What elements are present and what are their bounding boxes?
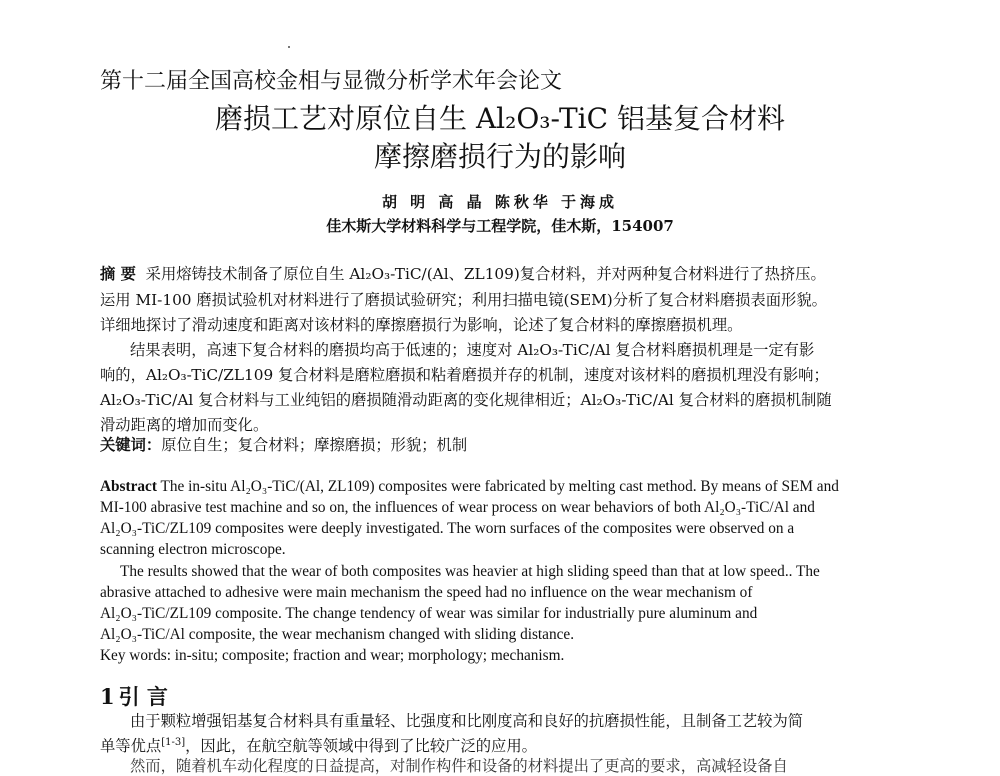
section-heading [100, 681, 168, 711]
section-text-line [100, 734, 537, 756]
keywords-cn-text: 原位自生；复合材料；摩擦磨损；形貌；机制 [161, 436, 468, 454]
abstract-en-line: Al₂O₃-TiC/Al composite, the wear mechanism changed with sliding distance. [100, 626, 575, 643]
keywords-cn [100, 433, 467, 455]
abstract-cn-line: 运用 MI-100 磨损试验机对材料进行了磨损试验研究；利用扫描电镜(SEM)分析了复合材料磨损表面形貌。 [100, 291, 827, 309]
keywords-cn-label: 关键词： [100, 436, 162, 454]
abstract-cn-label: 摘 要 [100, 265, 136, 283]
author-affiliation: 佳木斯大学材料科学与工程学院，佳木斯，154007 [326, 217, 674, 235]
abstract-en-line: abrasive attached to adhesive were main mechanism the speed had no influence on the wear mechanism of [100, 584, 753, 601]
abstract-cn-text: 采用熔铸技术制备了原位自生 Al₂O₃-TiC/(Al、ZL109)复合材料，并对两种复合材料进行了热挤压。 [145, 265, 826, 283]
section-text: ，因此，在航空航等领域中得到了比较广泛的应用。 [185, 737, 537, 755]
abstract-cn-line: 响的，Al₂O₃-TiC/ZL109 复合材料是磨粒磨损和粘着磨损并存的机制，速度对该材料的磨损机理没有影响； [100, 366, 829, 384]
keywords-en: Key words: in-situ; composite; fraction and wear; morphology; mechanism. [100, 647, 565, 664]
section-text: 单等优点 [100, 737, 162, 755]
abstract-en-line: Al₂O₃-TiC/ZL109 composite. The change tendency of wear was similar for industrially pure aluminum and [100, 605, 758, 622]
abstract-en-line: scanning electron microscope. [100, 541, 286, 558]
conference-header: 第十二届全国高校金相与显微分析学术年会论文 [100, 69, 563, 94]
abstract-en-line [100, 478, 839, 496]
abstract-cn-line: 详细地探讨了滑动速度和距离对该材料的摩擦磨损行为影响，论述了复合材料的摩擦磨损机理。 [100, 316, 743, 334]
abstract-en-line: MI-100 abrasive test machine and so on, the influences of wear process on wear behaviors of both Al₂O₃-TiC/Al and [100, 499, 815, 516]
section-text-line: 由于颗粒增强铝基复合材料具有重量轻、比强度和比刚度高和良好的抗磨损性能，且制备工艺较为简 [130, 712, 804, 730]
abstract-cn-line: 结果表明，高速下复合材料的磨损均高于低速的；速度对 Al₂O₃-TiC/Al 复合材料磨损机理是一定有影 [130, 341, 815, 359]
section-number: 1 [100, 684, 115, 709]
abstract-en-line: Al₂O₃-TiC/ZL109 composites were deeply investigated. The worn surfaces of the composites were observed on a [100, 520, 795, 537]
section-text-line-cut: 然而，随着机车动化程度的日益提高，对制作构件和设备的材料提出了更高的要求，高减轻设备自 [130, 757, 788, 775]
section-title: 引 言 [118, 684, 168, 709]
abstract-cn-line: 滑动距离的增加而变化。 [100, 416, 269, 434]
scan-dot [288, 46, 290, 48]
abstract-en-label: Abstract [100, 478, 157, 495]
abstract-cn-line [100, 262, 826, 284]
citation: [1-3] [161, 736, 186, 748]
abstract-en-text: The in-situ Al₂O₃-TiC/(Al, ZL109) composites were fabricated by melting cast method. By means of SEM and [160, 478, 839, 495]
paper-title-line-1: 磨损工艺对原位自生 Al₂O₃-TiC 铝基复合材料 [215, 102, 785, 135]
author-list: 胡 明 高 晶 陈秋华 于海成 [381, 193, 619, 211]
abstract-en-line: The results showed that the wear of both composites was heavier at high sliding speed than that at low speed.. The [120, 563, 820, 580]
paper-title-line-2: 摩擦磨损行为的影响 [373, 140, 626, 173]
abstract-cn-line: Al₂O₃-TiC/Al 复合材料与工业纯铝的磨损随滑动距离的变化规律相近；Al₂O₃-TiC/Al 复合材料的磨损机制随 [100, 391, 832, 409]
